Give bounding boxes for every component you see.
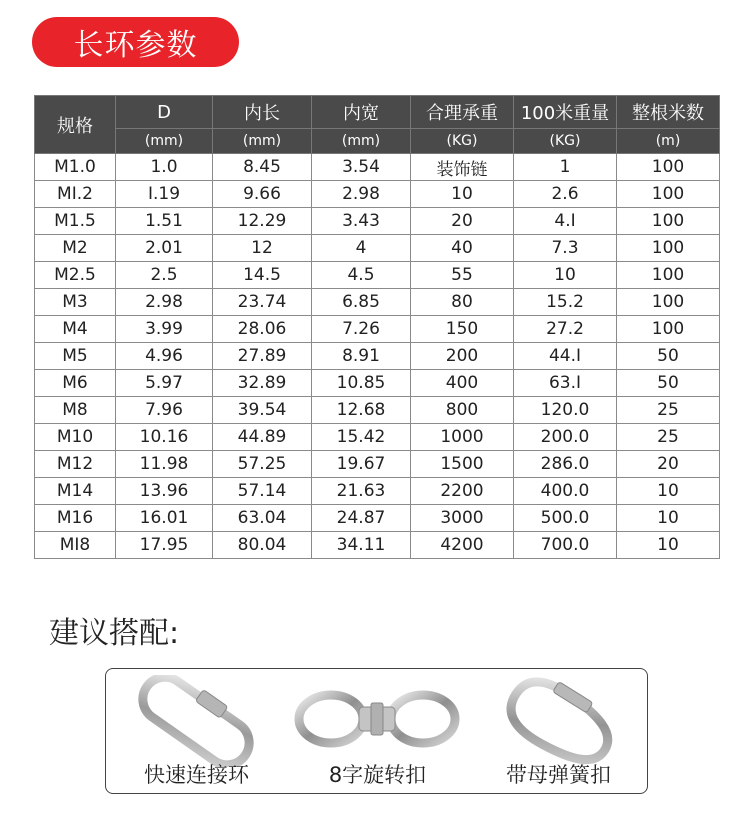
cell-load: 10 [411, 181, 514, 208]
snap-hook-icon [468, 675, 649, 767]
cell-inner-width: 19.67 [312, 451, 411, 478]
cell-length: 10 [617, 478, 720, 505]
page-title-badge [32, 17, 239, 67]
cell-length: 10 [617, 505, 720, 532]
table-header-row [35, 96, 720, 129]
cell-d: 4.96 [116, 343, 213, 370]
quick-link-icon [106, 675, 287, 767]
cell-length: 50 [617, 370, 720, 397]
table-row [35, 424, 720, 451]
accessory-label-snap-hook: 带母弹簧扣 [506, 763, 611, 787]
cell-weight: 400.0 [514, 478, 617, 505]
column-header-spec: 规格 [35, 96, 116, 154]
cell-inner-length: 39.54 [213, 397, 312, 424]
cell-length: 100 [617, 154, 720, 181]
cell-length: 100 [617, 262, 720, 289]
cell-load: 1000 [411, 424, 514, 451]
cell-d: 7.96 [116, 397, 213, 424]
cell-load: 400 [411, 370, 514, 397]
cell-d: 17.95 [116, 532, 213, 559]
table-row [35, 370, 720, 397]
cell-inner-width: 8.91 [312, 343, 411, 370]
cell-length: 100 [617, 289, 720, 316]
unit-inner-length: (mm) [213, 129, 312, 154]
cell-load: 20 [411, 208, 514, 235]
cell-inner-length: 27.89 [213, 343, 312, 370]
cell-length: 25 [617, 424, 720, 451]
cell-inner-length: 63.04 [213, 505, 312, 532]
cell-weight: 15.2 [514, 289, 617, 316]
cell-length: 100 [617, 316, 720, 343]
table-unit-row [35, 129, 720, 154]
table-row [35, 316, 720, 343]
table-row [35, 343, 720, 370]
cell-inner-width: 6.85 [312, 289, 411, 316]
cell-inner-length: 12 [213, 235, 312, 262]
unit-weight: (KG) [514, 129, 617, 154]
cell-spec: M1.0 [35, 154, 116, 181]
cell-d: 1.0 [116, 154, 213, 181]
cell-spec: MI8 [35, 532, 116, 559]
cell-weight: 10 [514, 262, 617, 289]
accessory-swivel [287, 669, 468, 793]
cell-inner-width: 21.63 [312, 478, 411, 505]
cell-inner-length: 12.29 [213, 208, 312, 235]
cell-d: 2.5 [116, 262, 213, 289]
column-header-length: 整根米数 [617, 96, 720, 129]
cell-inner-length: 32.89 [213, 370, 312, 397]
cell-weight: 2.6 [514, 181, 617, 208]
cell-spec: M10 [35, 424, 116, 451]
accessory-quick-link [106, 669, 287, 793]
table-row [35, 208, 720, 235]
accessory-snap-hook [468, 669, 649, 793]
cell-load: 1500 [411, 451, 514, 478]
cell-inner-width: 4.5 [312, 262, 411, 289]
cell-inner-length: 23.74 [213, 289, 312, 316]
cell-spec: MI.2 [35, 181, 116, 208]
cell-spec: M6 [35, 370, 116, 397]
cell-inner-length: 57.14 [213, 478, 312, 505]
cell-inner-width: 3.43 [312, 208, 411, 235]
cell-inner-width: 15.42 [312, 424, 411, 451]
cell-d: 2.01 [116, 235, 213, 262]
table-row [35, 181, 720, 208]
accessory-label-swivel: 8字旋转扣 [328, 763, 427, 787]
cell-load: 80 [411, 289, 514, 316]
unit-load: (KG) [411, 129, 514, 154]
table-row [35, 397, 720, 424]
cell-load: 800 [411, 397, 514, 424]
unit-length: (m) [617, 129, 720, 154]
cell-weight: 27.2 [514, 316, 617, 343]
cell-length: 50 [617, 343, 720, 370]
column-header-inner-length: 内长 [213, 96, 312, 129]
cell-weight: 120.0 [514, 397, 617, 424]
cell-spec: M4 [35, 316, 116, 343]
table-row [35, 505, 720, 532]
cell-d: 5.97 [116, 370, 213, 397]
cell-length: 20 [617, 451, 720, 478]
cell-inner-length: 28.06 [213, 316, 312, 343]
table-row [35, 262, 720, 289]
cell-d: 3.99 [116, 316, 213, 343]
cell-inner-width: 34.11 [312, 532, 411, 559]
cell-weight: 4.I [514, 208, 617, 235]
cell-spec: M1.5 [35, 208, 116, 235]
cell-length: 25 [617, 397, 720, 424]
cell-spec: M3 [35, 289, 116, 316]
table-row [35, 289, 720, 316]
cell-load: 3000 [411, 505, 514, 532]
table-body [35, 154, 720, 559]
cell-spec: M5 [35, 343, 116, 370]
unit-d: (mm) [116, 129, 213, 154]
cell-d: 16.01 [116, 505, 213, 532]
cell-weight: 286.0 [514, 451, 617, 478]
cell-d: I.19 [116, 181, 213, 208]
cell-weight: 500.0 [514, 505, 617, 532]
cell-load: 2200 [411, 478, 514, 505]
cell-inner-width: 4 [312, 235, 411, 262]
cell-d: 11.98 [116, 451, 213, 478]
cell-d: 10.16 [116, 424, 213, 451]
cell-length: 100 [617, 181, 720, 208]
cell-weight: 700.0 [514, 532, 617, 559]
cell-inner-width: 7.26 [312, 316, 411, 343]
column-header-load: 合理承重 [411, 96, 514, 129]
cell-inner-width: 2.98 [312, 181, 411, 208]
cell-d: 13.96 [116, 478, 213, 505]
cell-length: 100 [617, 235, 720, 262]
cell-weight: 44.I [514, 343, 617, 370]
cell-load: 55 [411, 262, 514, 289]
accessory-panel [105, 668, 648, 794]
cell-load: 150 [411, 316, 514, 343]
cell-weight: 63.I [514, 370, 617, 397]
cell-inner-length: 8.45 [213, 154, 312, 181]
page-title: 长环参数 [73, 28, 198, 63]
table-row [35, 154, 720, 181]
cell-inner-length: 9.66 [213, 181, 312, 208]
cell-spec: M14 [35, 478, 116, 505]
cell-d: 2.98 [116, 289, 213, 316]
cell-inner-length: 57.25 [213, 451, 312, 478]
cell-d: 1.51 [116, 208, 213, 235]
recommend-heading: 建议搭配: [49, 616, 180, 651]
cell-inner-width: 10.85 [312, 370, 411, 397]
cell-spec: M8 [35, 397, 116, 424]
column-header-d: D [116, 96, 213, 129]
cell-load: 200 [411, 343, 514, 370]
cell-length: 10 [617, 532, 720, 559]
cell-length: 100 [617, 208, 720, 235]
cell-inner-length: 44.89 [213, 424, 312, 451]
cell-load: 40 [411, 235, 514, 262]
cell-spec: M12 [35, 451, 116, 478]
cell-inner-width: 24.87 [312, 505, 411, 532]
cell-load: 4200 [411, 532, 514, 559]
table-row [35, 532, 720, 559]
table-row [35, 451, 720, 478]
cell-spec: M2.5 [35, 262, 116, 289]
cell-weight: 200.0 [514, 424, 617, 451]
cell-inner-length: 80.04 [213, 532, 312, 559]
cell-inner-width: 3.54 [312, 154, 411, 181]
swivel-icon [287, 675, 468, 767]
spec-table [34, 95, 720, 559]
cell-weight: 1 [514, 154, 617, 181]
cell-weight: 7.3 [514, 235, 617, 262]
cell-spec: M16 [35, 505, 116, 532]
cell-load: 装饰链 [411, 154, 514, 181]
table-row [35, 478, 720, 505]
cell-spec: M2 [35, 235, 116, 262]
unit-inner-width: (mm) [312, 129, 411, 154]
table-row [35, 235, 720, 262]
accessory-label-quick-link: 快速连接环 [144, 763, 249, 787]
cell-inner-width: 12.68 [312, 397, 411, 424]
cell-inner-length: 14.5 [213, 262, 312, 289]
column-header-weight: 100米重量 [514, 96, 617, 129]
column-header-inner-width: 内宽 [312, 96, 411, 129]
